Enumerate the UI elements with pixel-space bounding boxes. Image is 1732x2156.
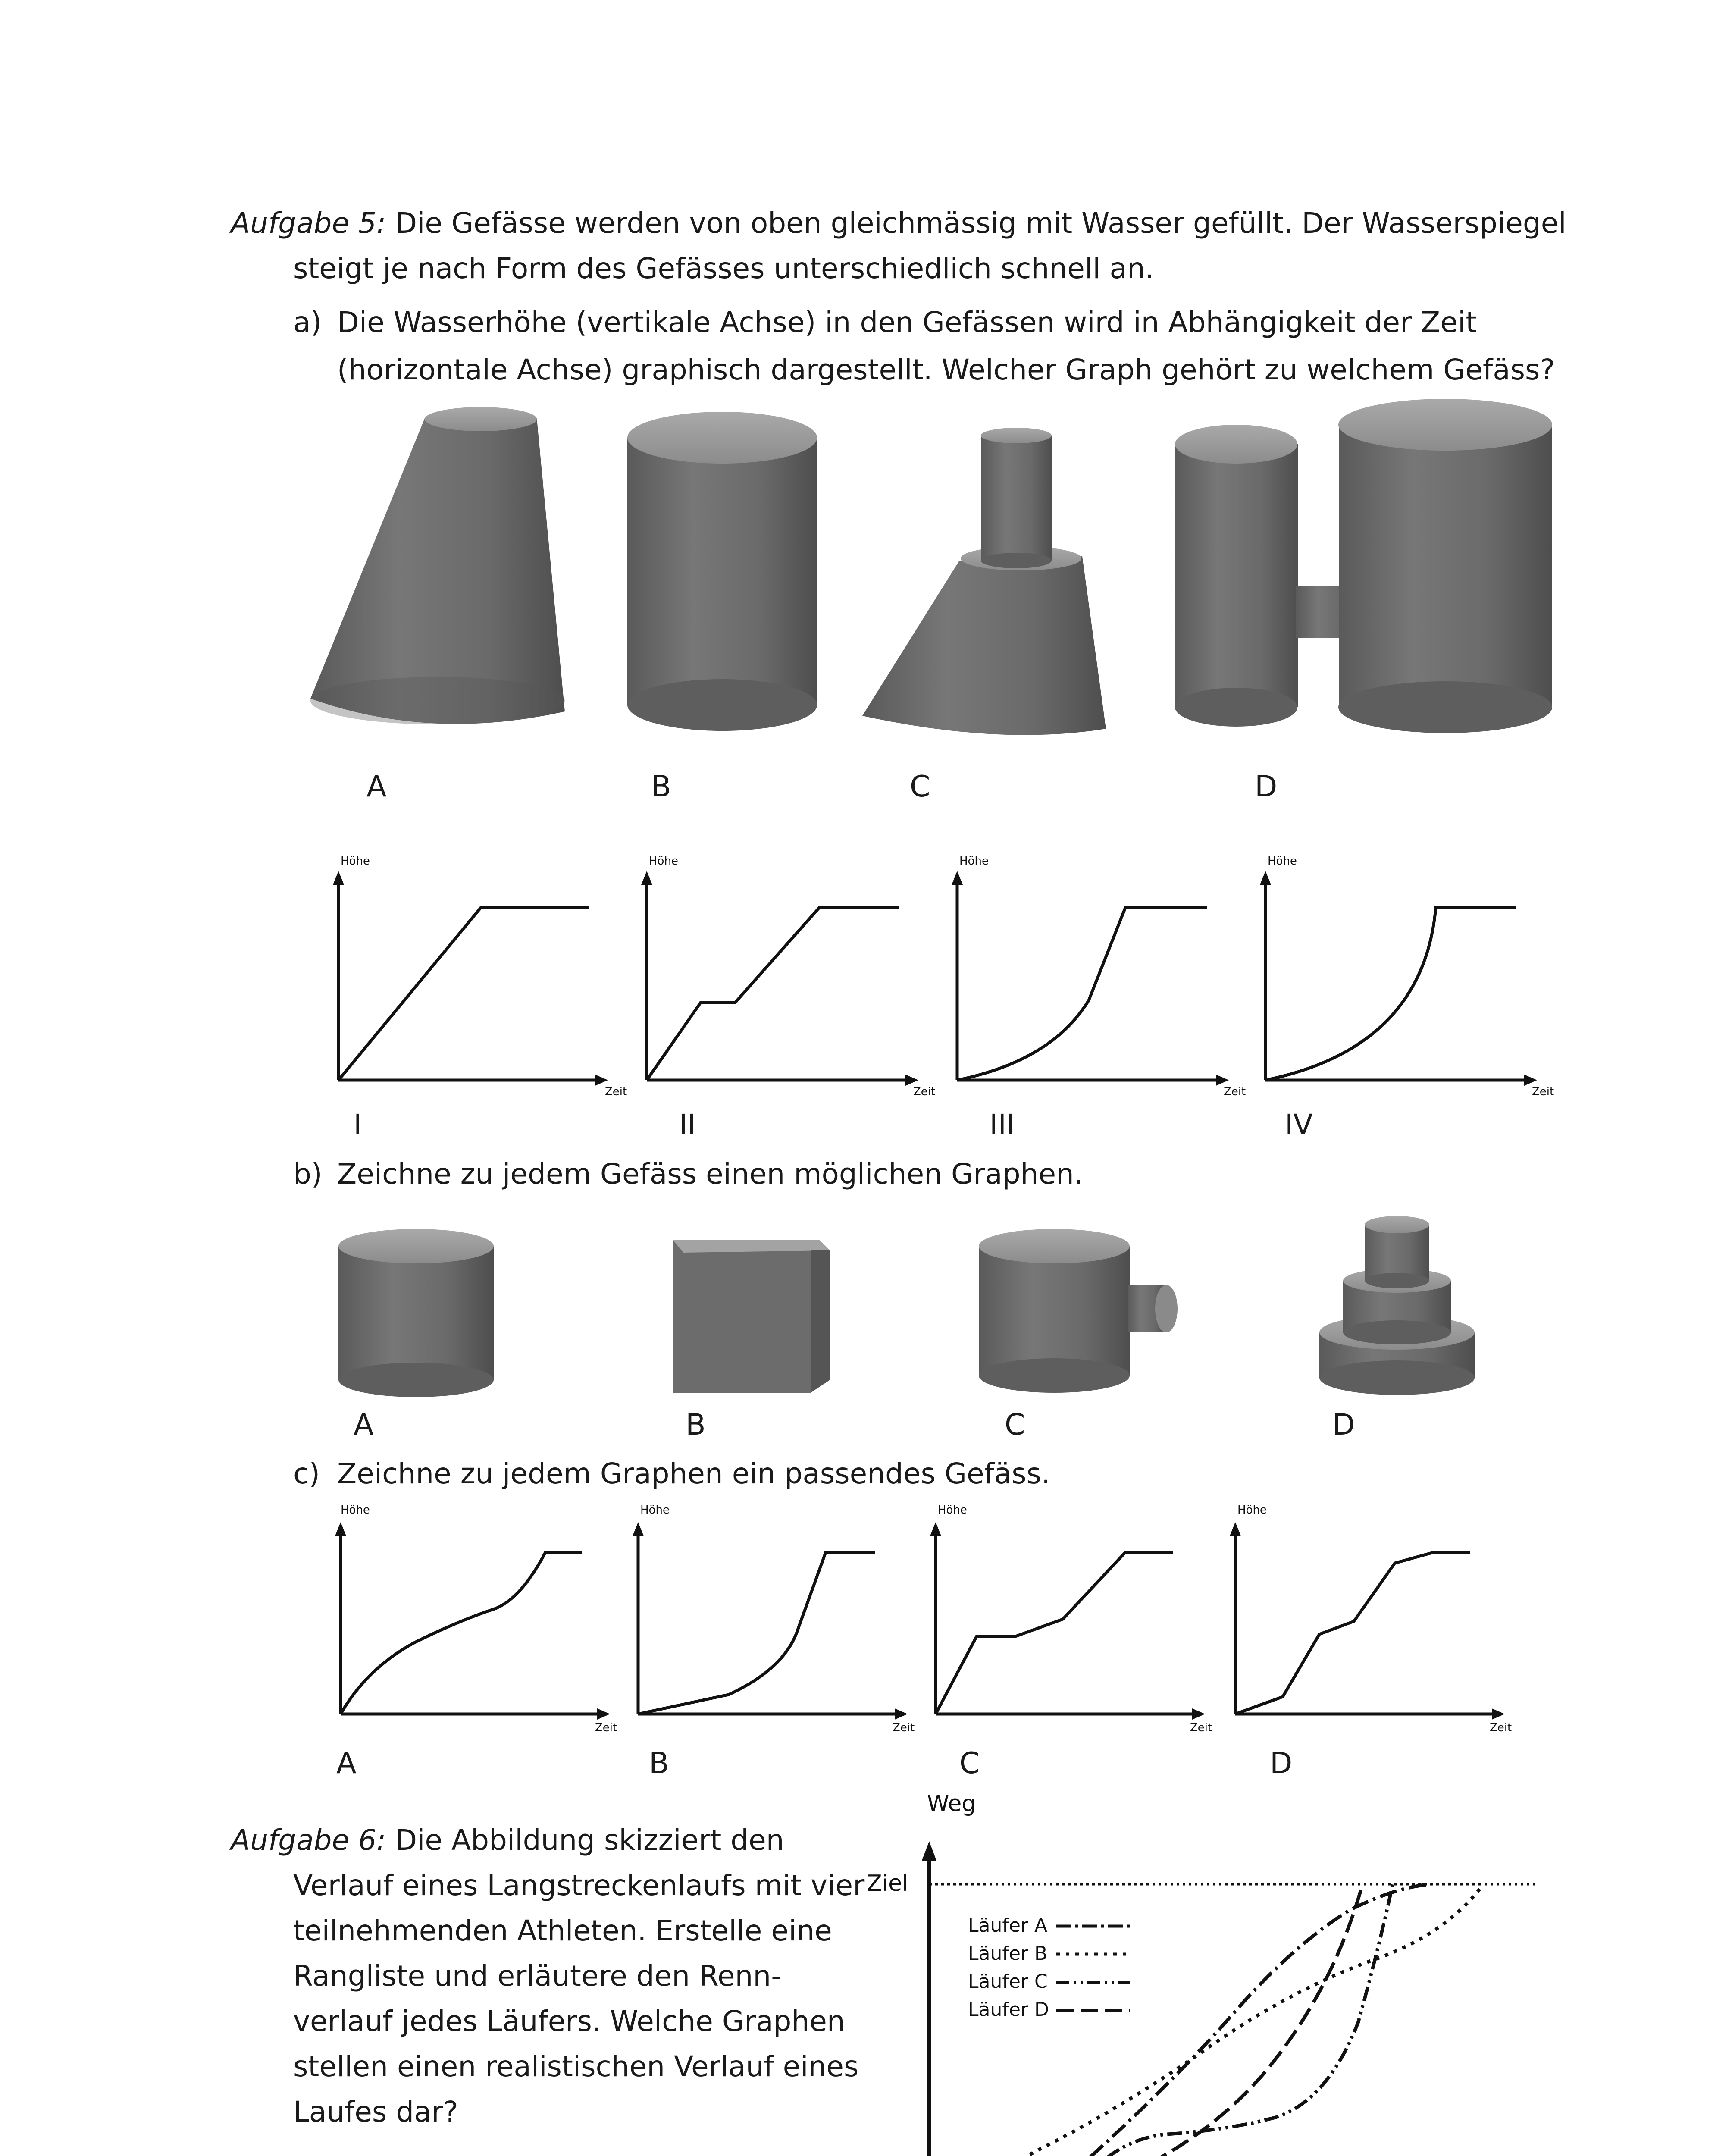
- vessel-a3: [862, 428, 1106, 735]
- graphs-a: [0, 854, 1732, 1112]
- axis-y-a1: Höhe: [341, 855, 370, 868]
- axis-y-a3: Höhe: [959, 855, 989, 868]
- vessel-b-label-2: B: [686, 1408, 706, 1442]
- graph-c-label-2: B: [649, 1746, 669, 1780]
- task5-label: Aufgabe 5:: [231, 207, 386, 240]
- race-legend: [968, 1915, 1049, 2021]
- task6-label: Aufgabe 6:: [231, 1824, 386, 1857]
- race-y-label: Weg: [927, 1791, 976, 1817]
- axis-x-c4: Zeit: [1490, 1721, 1512, 1734]
- task5-heading: [231, 209, 1566, 238]
- vessel-b2: [673, 1240, 830, 1393]
- graph-c-label-1: A: [336, 1746, 357, 1780]
- vessel-b3: [979, 1229, 1178, 1393]
- graph-c-label-4: D: [1270, 1746, 1293, 1780]
- vessel-a4: [1175, 399, 1552, 733]
- task6-line-3: Rangliste und erläutere den Renn-: [293, 1959, 782, 1993]
- graph-a-label-3: III: [990, 1108, 1015, 1141]
- task5b-text: Zeichne zu jedem Gefäss einen möglichen Graphen.: [337, 1157, 1083, 1191]
- graph-c-D: [1235, 1531, 1496, 1714]
- task5c-prefix: c): [293, 1457, 320, 1490]
- axis-y-c4: Höhe: [1237, 1504, 1267, 1517]
- vessel-a-label-2: B: [651, 770, 671, 804]
- vessel-b1: [338, 1229, 494, 1397]
- axis-y-c1: Höhe: [341, 1504, 370, 1517]
- axis-x-c2: Zeit: [893, 1721, 915, 1734]
- graph-a-label-1: I: [354, 1108, 362, 1141]
- axis-y-a2: Höhe: [649, 855, 678, 868]
- graph-c-B: [638, 1531, 899, 1714]
- task6-line-5: stellen einen realistischen Verlauf eines: [293, 2050, 859, 2083]
- legend-c: Läufer C: [968, 1971, 1048, 1993]
- axis-x-a4: Zeit: [1532, 1085, 1554, 1098]
- vessel-b-label-4: D: [1332, 1408, 1355, 1442]
- graph-c-A: [341, 1531, 601, 1714]
- vessel-a-label-1: A: [366, 770, 387, 804]
- axis-y-a4: Höhe: [1268, 855, 1297, 868]
- vessel-a2: [627, 412, 817, 731]
- vessel-b-label-3: C: [1005, 1408, 1025, 1442]
- graph-a-IV: [1265, 880, 1528, 1080]
- task6-line-4: verlauf jedes Läufers. Welche Graphen: [293, 2005, 845, 2038]
- task5a-line2: (horizontale Achse) graphisch dargestellt. Welcher Graph gehört zu welchem Gefäss?: [337, 353, 1555, 386]
- axis-y-c3: Höhe: [938, 1504, 967, 1517]
- task6-line-6: Laufes dar?: [293, 2095, 458, 2128]
- task6-line-0: Die Abbildung skizziert den: [395, 1824, 784, 1857]
- task5a-line1: Die Wasserhöhe (vertikale Achse) in den Gefässen wird in Abhängigkeit der Zeit: [337, 306, 1477, 339]
- vessels-b: [0, 1203, 1732, 1410]
- graphs-c: [0, 1501, 1732, 1759]
- task5c-text: Zeichne zu jedem Graphen ein passendes Gefäss.: [337, 1457, 1051, 1490]
- graph-a-label-4: IV: [1285, 1108, 1313, 1141]
- axis-x-a2: Zeit: [913, 1085, 936, 1098]
- vessel-a-label-3: C: [910, 770, 930, 804]
- task5a-prefix: a): [293, 306, 322, 339]
- graph-a-label-2: II: [679, 1108, 696, 1141]
- vessel-a-label-4: D: [1255, 770, 1278, 804]
- legend-a: Läufer A: [968, 1915, 1048, 1937]
- vessels-a: [0, 388, 1732, 819]
- graph-c-label-3: C: [959, 1746, 980, 1780]
- vessel-b-label-1: A: [354, 1408, 374, 1442]
- legend-b: Läufer B: [968, 1943, 1048, 1965]
- vessel-b4: [1319, 1216, 1475, 1395]
- task6-line-1: Verlauf eines Langstreckenlaufs mit vier: [293, 1869, 865, 1902]
- task5b-prefix: b): [293, 1157, 323, 1191]
- axis-x-a1: Zeit: [605, 1085, 627, 1098]
- axis-x-c3: Zeit: [1190, 1721, 1212, 1734]
- axis-x-a3: Zeit: [1224, 1085, 1246, 1098]
- axis-x-c1: Zeit: [595, 1721, 617, 1734]
- graph-a-II: [647, 880, 910, 1080]
- vessel-a1: [310, 407, 565, 724]
- task5-line2: steigt je nach Form des Gefässes unterschiedlich schnell an.: [293, 252, 1154, 285]
- legend-d: Läufer D: [968, 1999, 1049, 2021]
- graph-a-III: [957, 880, 1220, 1080]
- graph-a-I: [338, 880, 599, 1080]
- axis-y-c2: Höhe: [640, 1504, 670, 1517]
- race-goal-label: Ziel: [867, 1871, 908, 1896]
- graph-c-C: [936, 1531, 1196, 1714]
- race-chart: [0, 1781, 1732, 2156]
- task5-line1: Die Gefässe werden von oben gleichmässig mit Wasser gefüllt. Der Wasserspiegel: [395, 207, 1566, 240]
- task6-line-2: teilnehmenden Athleten. Erstelle eine: [293, 1914, 832, 1947]
